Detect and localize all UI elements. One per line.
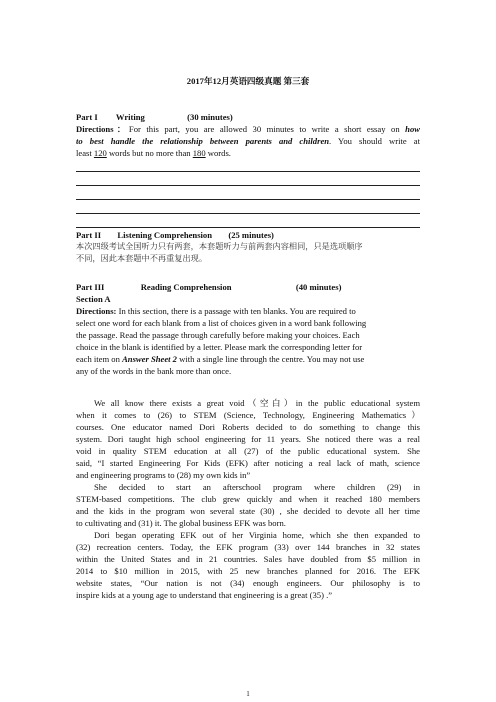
page-title: 2017年12月英语四级真题 第三套 [186, 76, 310, 86]
passage-line: She decided to start an afterschool program where children (29) in [94, 482, 420, 492]
part1-directions-text2: . You should write at [329, 136, 420, 146]
part1-topic-a: how [405, 124, 420, 134]
part1-word-limit-text: words but no more than [108, 148, 191, 158]
page-number: 1 [246, 690, 250, 698]
part3-time: (40 minutes) [295, 282, 342, 292]
part1-word-least: least [76, 148, 92, 158]
passage-line: to cultivating and (31) it. The global business EFK was born. [76, 518, 286, 528]
writing-line [76, 171, 420, 172]
part1-directions-line2 [76, 136, 420, 147]
writing-line [76, 227, 420, 228]
section-a-heading: Section A [76, 294, 111, 304]
writing-line [76, 199, 420, 200]
passage-line: within the United States and in 21 countries. Sales have doubled from $5 million in [76, 554, 420, 564]
passage-line: inspire kids at a young age to understand that engineering is a great (35) .” [76, 590, 333, 600]
passage-line: and engineering programs to (28) my own kids in” [76, 470, 251, 480]
passage-line: Dori began operating EFK out of her Virginia home, which she then expanded to [94, 530, 420, 540]
part1-max-words: 180 [192, 148, 206, 158]
passage-line: We all know there exists a great void（空白）in the public educational system [94, 398, 420, 408]
passage-line: and the kids in the program won several state (30) , she decided to devote all her time [76, 506, 420, 516]
passage-line: said, “I started Engineering For Kids (EFK) after noticing a real lack of math, science [76, 458, 420, 468]
writing-line [76, 185, 420, 186]
part2-header [76, 230, 420, 241]
part3-directions-line4: choice in the blank is identified by a letter. Please mark the corresponding letter for [76, 342, 363, 352]
passage-line: STEM-based competitions. The club grew quickly and when it reached 180 members [76, 494, 420, 504]
part3-directions-line3: the passage. Read the passage through carefully before making your choices. Each [76, 330, 360, 340]
part1-name: Writing [115, 112, 145, 122]
part3-directions-line5 [76, 354, 420, 365]
part3-header [76, 282, 420, 293]
part2-name: Listening Comprehension [117, 230, 213, 240]
part3-name: Reading Comprehension [140, 282, 232, 292]
part1-header [76, 112, 420, 123]
part3-directions-text: In this section, there is a passage with ten blanks. You are required to [118, 306, 356, 316]
part1-directions-line1 [76, 124, 420, 135]
passage-line: system. Dori taught high school engineering for 11 years. She noticed there was a real [76, 434, 420, 444]
passage-line: courses. One educator named Dori Roberts decided to do something to change this [76, 422, 420, 432]
part2-note-line2: 不同，因此本套题中不再重复出现。 [76, 253, 208, 263]
passage-line: when it comes to (26) to STEM (Science, Technology, Engineering Mathematics） [76, 410, 420, 420]
writing-line [76, 213, 420, 214]
passage-line: (32) recreation centers. Today, the EFK program (33) over 144 branches in 32 states [76, 542, 420, 552]
passage-line: void in quality STEM education at all (27) of the public educational system. She [76, 446, 420, 456]
part1-topic-b: to best handle the relationship between parents and children [76, 136, 330, 146]
part3-label: Part III [76, 282, 105, 292]
part1-time: (30 minutes) [187, 112, 233, 122]
passage-line: 2014 to $10 million in 2015, with 25 new branches planned for 2016. The EFK [76, 566, 420, 576]
answer-sheet-ref: Answer Sheet 2 [122, 354, 177, 364]
part3-directions-line1 [76, 306, 420, 317]
passage-line: website states, “Our nation is not (34) enough engineers. Our philosophy is to [76, 578, 420, 588]
part3-directions-text5c: with a single line through the centre. You may not use [179, 354, 365, 364]
part1-min-words: 120 [93, 148, 107, 158]
part3-directions-line6: any of the words in the bank more than once. [76, 366, 232, 376]
part3-directions-label: Directions: [76, 306, 117, 316]
part2-note-line1: 本次四级考试全国听力只有两套，本套题听力与前两套内容相同，只是选项顺序 [76, 241, 363, 251]
part1-label: Part I [76, 112, 98, 122]
part2-time: (25 minutes) [228, 230, 274, 240]
part3-directions-text5a: each item on [76, 354, 120, 364]
part1-directions-text: For this part, you are allowed 30 minutes to write a short essay on [128, 124, 400, 134]
part1-words-text: words. [207, 148, 231, 158]
part3-directions-line2: select one word for each blank from a list of choices given in a word bank following [76, 318, 367, 328]
part2-label: Part II [76, 230, 102, 240]
part1-directions-label: Directions： [76, 124, 129, 134]
part1-directions-line3 [76, 148, 420, 159]
